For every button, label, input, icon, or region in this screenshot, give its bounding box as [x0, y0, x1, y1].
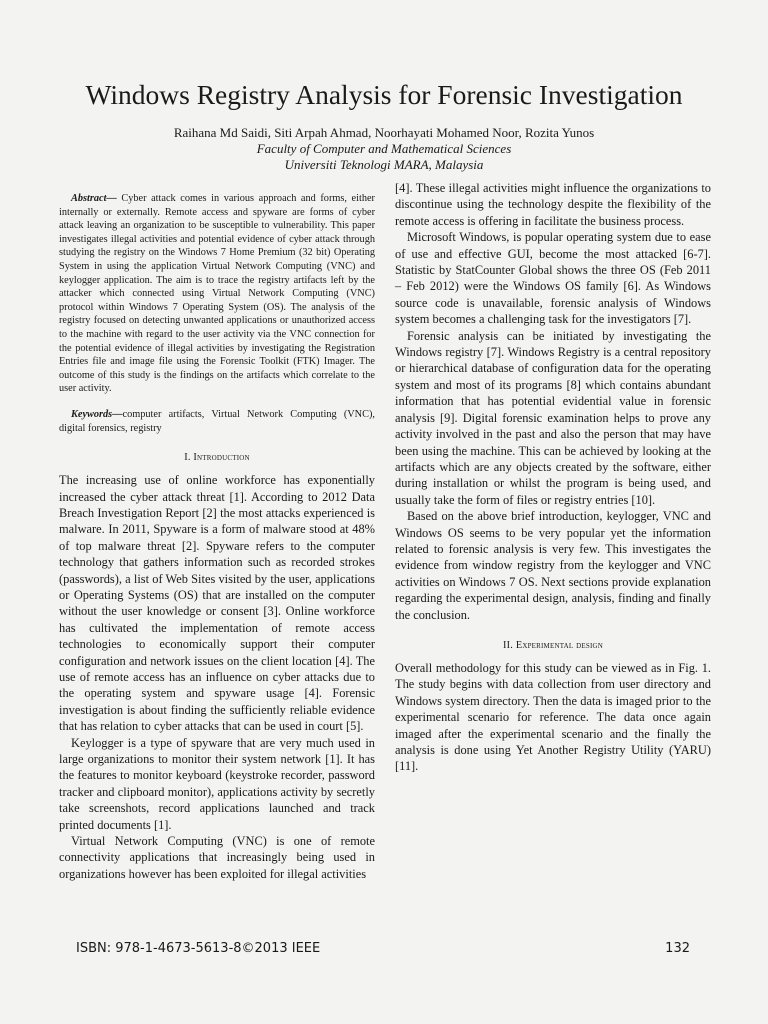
paragraph: Keylogger is a type of spyware that are very much used in large organizations to monitor their system network [1]. It has the features to monitor keyboard (keystroke recorder, password tracker and clipboard monitor), applications activity by secretly take screenshots, record applications launched and track printed documents [1].	[59, 735, 375, 832]
paragraph: Virtual Network Computing (VNC) is one of remote connectivity applications that increasingly being used in organizations however has been exploited for illegal activities	[59, 834, 375, 881]
section-title: Introduction	[193, 452, 250, 464]
left-column	[59, 180, 375, 882]
right-column	[395, 180, 711, 775]
section-number: II.	[503, 639, 514, 651]
paragraph: Based on the above brief introduction, keylogger, VNC and Windows OS seems to be very popular yet the information related to forensic analysis is very few. This investigates the evidence from window registry from the keylogger and VNC activities on Windows 7 OS. Next sections provide explanation regarding the experimental design, analysis, finding and finally the conclusion.	[395, 509, 711, 622]
affiliation-university: Universiti Teknologi MARA, Malaysia	[284, 157, 484, 172]
section-heading-experimental-design	[395, 639, 711, 652]
section-heading-introduction	[59, 451, 375, 464]
author-list: Raihana Md Saidi, Siti Arpah Ahmad, Noorhayati Mohamed Noor, Rozita Yunos	[173, 125, 595, 140]
abstract-label: Abstract	[71, 193, 107, 204]
abstract	[59, 192, 375, 396]
keywords	[59, 408, 375, 435]
paragraph: The increasing use of online workforce has exponentially increased the cyber attack threat [1]. According to 2012 Data Breach Investigation Report [2] the most attacks experienced is malware. In 2011, Spyware is a form of malware stood at 48% of top malware threat [2]. Spyware refers to the computer technology that gathers information such as recorded strokes (passwords), a list of Web Sites visited by the user, applications or Operating Systems (OS) that are installed on the computer without the user knowledge or consent [3]. Online workforce has cultivated the implementation of remote access technologies to economically support their computer configuration and network issues on the client location [4]. The use of remote access has an influence on cyber attacks due to the operating system and spyware usage [4]. Forensic investigation is about finding the sufficiently reliable evidence that has relation to cyber attacks that can be used in court [5].	[59, 473, 375, 734]
paper-title: Windows Registry Analysis for Forensic Investigation	[85, 79, 683, 110]
paragraph: Forensic analysis can be initiated by investigating the Windows registry [7]. Windows Registry is a central repository or hierarchical database of configuration data for the operating system and most of its programs [8] which contains abundant information that has potential evidential value in forensic analysis [9]. Digital forensic examination helps to prove any activity involved in the past and also the person that may have been using the machine. This can be achieved by looking at the artifacts which are any objects created by the software, either during installation or whilst the program is being used, and usually take the form of files or registry entries [10].	[395, 328, 711, 507]
page-number: 132	[665, 941, 690, 956]
keywords-label: Keywords	[71, 408, 113, 420]
isbn-footer: ISBN: 978-1-4673-5613-8©2013 IEEE	[76, 941, 321, 956]
paragraph: [4]. These illegal activities might influence the organizations to discontinue using the technology despite the flexibility of the remote access is offering in facilitate the business process.	[395, 181, 711, 228]
affiliation-faculty: Faculty of Computer and Mathematical Sciences	[256, 141, 512, 156]
keywords-dash: —	[112, 408, 123, 420]
paragraph: Microsoft Windows, is popular operating system due to ease of use and effective GUI, become the most attacked [6-7]. Statistic by StatCounter Global shows the three OS (Feb 2011 – Feb 2012) were the Windows OS family [6]. As Windows source code is unavailable, forensic analysis of Windows system becomes a challenging task for the investigators [7].	[395, 230, 711, 327]
keywords-text: computer artifacts, Virtual Network Computing (VNC), digital forensics, registry	[59, 408, 375, 434]
section-title: Experimental design	[515, 639, 603, 651]
section-number: I.	[184, 452, 191, 464]
abstract-dash: —	[106, 193, 122, 204]
paragraph: Overall methodology for this study can be viewed as in Fig. 1. The study begins with data collection from user directory and Windows system directory. Then the data is imaged prior to the experimental scenario for reference. The data once again imaged after the experimental scenario and the finally the analysis is done using Yet Another Registry Utility (YARU) [11].	[395, 660, 711, 774]
abstract-text: Cyber attack comes in various approach and forms, either internally or externally. Remote access and spyware are forms of cyber attack leaving an organization to be susceptible to vulnerability. This paper investigates illegal activities and potential evidence of cyber attack through studying the registry on the Windows 7 Home Premium (32 bit) Operating System in using the application Virtual Network Computing (VNC) and keylogger application. The aim is to trace the registry artifacts left by the attacker which connected using Virtual Network Computing (VNC) protocol within Windows 7 Operating System (OS). The analysis of the registry focused on detecting unwanted applications or unauthorized access to the machine with regard to the user activity via the VNC connection for the potential evidence of illegal activities by investigating the Registration Entries file and image file using the Forensic Toolkit (FTK) Imager. The outcome of this study is the findings on the artifacts which correlate to the user activity.	[59, 193, 375, 395]
